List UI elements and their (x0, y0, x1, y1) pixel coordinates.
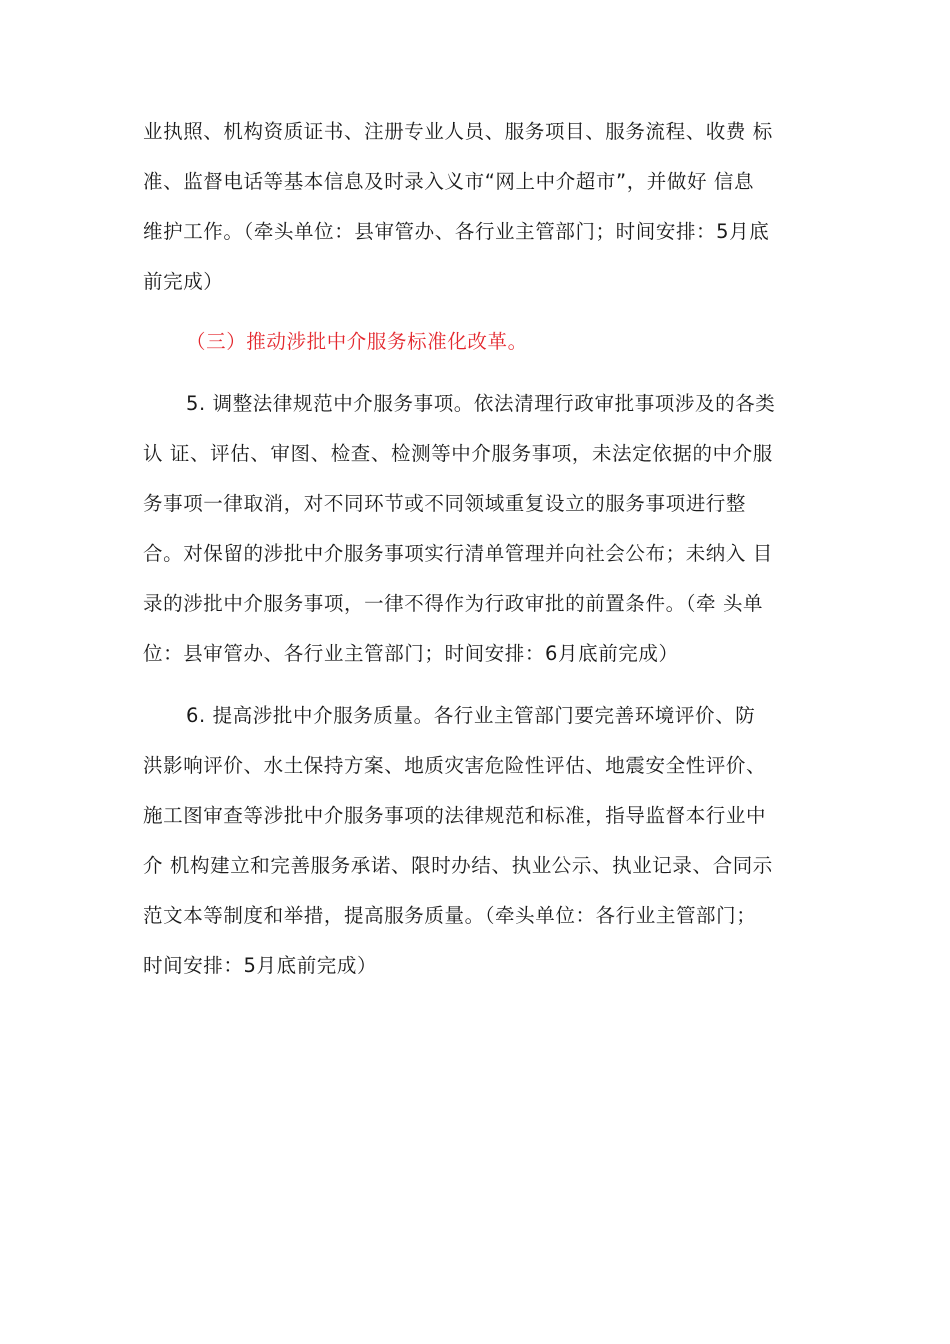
paragraph-3-line-3: 施工图审查等涉批中介服务事项的法律规范和标准，指导监督本行业中 (143, 804, 767, 827)
paragraph-3-line-6: 时间安排：5月底前完成） (143, 954, 378, 977)
paragraph-1-line-3: 维护工作。（牵头单位：县审管办、各行业主管部门；时间安排：5月底 (143, 220, 770, 243)
paragraph-1-line-4: 前完成） (143, 270, 224, 293)
paragraph-3-line-2: 洪影响评价、水土保持方案、地质灾害危险性评估、地震安全性评价、 (143, 754, 767, 777)
paragraph-2-line-2: 认 证、评估、审图、检查、检测等中介服务事项，未法定依据的中介服 (143, 442, 773, 465)
paragraph-1-line-1: 业执照、机构资质证书、注册专业人员、服务项目、服务流程、收费 标 (143, 120, 773, 143)
paragraph-3-line-1: 6. 提高涉批中介服务质量。各行业主管部门要完善环境评价、防 (186, 704, 756, 727)
paragraph-3-line-4: 介 机构建立和完善服务承诺、限时办结、执业公示、执业记录、合同示 (143, 854, 773, 877)
paragraph-2-line-5: 录的涉批中介服务事项，一律不得作为行政审批的前置条件。（牵 头单 (143, 592, 764, 615)
paragraph-2-line-1: 5. 调整法律规范中介服务事项。依法清理行政审批事项涉及的各类 (186, 392, 776, 415)
paragraph-1-line-2: 准、监督电话等基本信息及时录入义市“网上中介超市”，并做好 信息 (143, 170, 755, 193)
paragraph-2-line-6: 位：县审管办、各行业主管部门；时间安排：6月底前完成） (143, 642, 679, 665)
paragraph-3-line-5: 范文本等制度和举措，提高服务质量。（牵头单位：各行业主管部门； (143, 904, 757, 927)
paragraph-2-line-4: 合。对保留的涉批中介服务事项实行清单管理并向社会公布；未纳入 目 (143, 542, 773, 565)
paragraph-2-line-3: 务事项一律取消，对不同环节或不同领域重复设立的服务事项进行整 (143, 492, 747, 515)
section-heading: （三）推动涉批中介服务标准化改革。 (186, 330, 528, 353)
